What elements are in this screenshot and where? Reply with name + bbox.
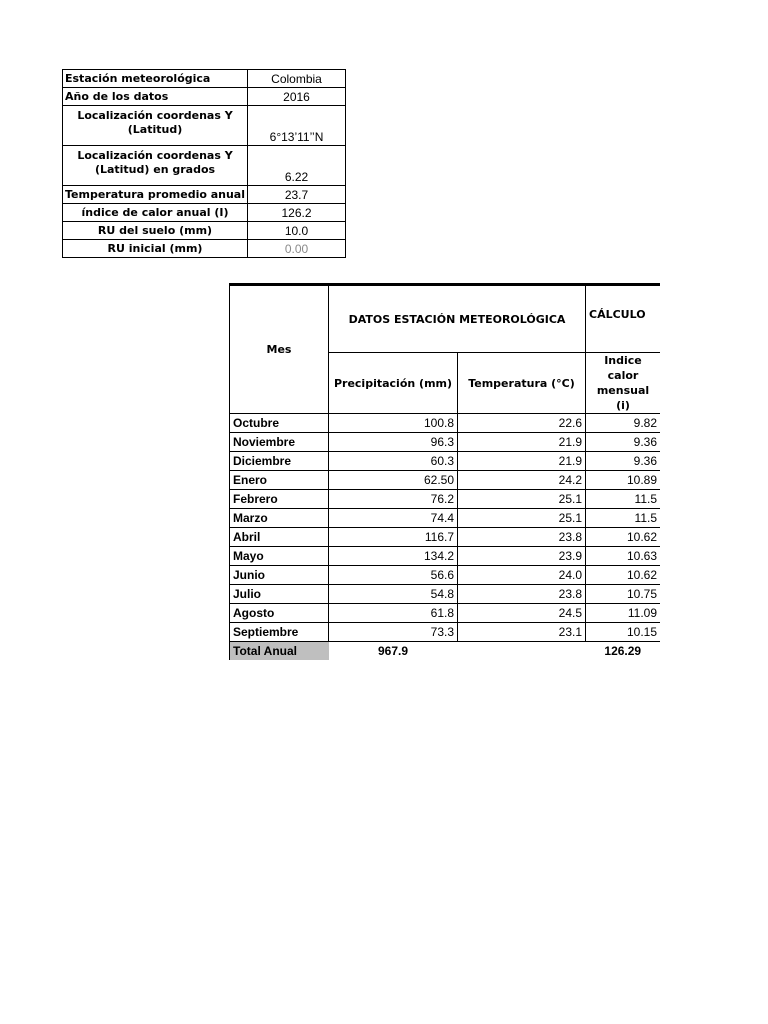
precip-cell: 74.4 — [329, 509, 458, 528]
precip-cell: 134.2 — [329, 547, 458, 566]
info-row-heat-index — [63, 204, 346, 222]
precip-cell: 60.3 — [329, 452, 458, 471]
info-label: Año de los datos — [63, 88, 248, 106]
table-row — [230, 452, 661, 471]
precip-cell: 100.8 — [329, 414, 458, 433]
info-label: RU inicial (mm) — [63, 240, 248, 258]
total-precip: 967.9 — [329, 642, 458, 661]
temp-cell: 23.8 — [458, 528, 586, 547]
month-cell: Mayo — [230, 547, 329, 566]
month-cell: Agosto — [230, 604, 329, 623]
precip-cell: 96.3 — [329, 433, 458, 452]
info-value: 6.22 — [248, 146, 346, 186]
month-cell: Febrero — [230, 490, 329, 509]
indice-cell: 10.89 — [586, 471, 661, 490]
month-cell: Noviembre — [230, 433, 329, 452]
info-label: Temperatura promedio anual — [63, 186, 248, 204]
precip-cell: 62.50 — [329, 471, 458, 490]
month-cell: Junio — [230, 566, 329, 585]
table-row — [230, 528, 661, 547]
temp-cell: 24.5 — [458, 604, 586, 623]
month-cell: Abril — [230, 528, 329, 547]
temp-cell: 21.9 — [458, 433, 586, 452]
table-row — [230, 471, 661, 490]
info-label: Localización coordenas Y (Latitud) — [63, 106, 248, 146]
info-value: 6°13’11’’N — [248, 106, 346, 146]
temp-cell: 21.9 — [458, 452, 586, 471]
indice-cell: 9.36 — [586, 452, 661, 471]
indice-cell: 10.62 — [586, 566, 661, 585]
temp-cell: 25.1 — [458, 509, 586, 528]
info-row-avg-temp — [63, 186, 346, 204]
table-row — [230, 433, 661, 452]
indice-cell: 10.63 — [586, 547, 661, 566]
info-value: Colombia — [248, 70, 346, 88]
header-row-group — [230, 285, 661, 353]
weather-data-table — [229, 283, 660, 660]
precip-cell: 61.8 — [329, 604, 458, 623]
indice-cell: 10.62 — [586, 528, 661, 547]
info-label: Localización coordenas Y (Latitud) en grados — [63, 146, 248, 186]
info-value: 10.0 — [248, 222, 346, 240]
info-label: Estación meteorológica — [63, 70, 248, 88]
total-temp — [458, 642, 586, 661]
precip-cell: 76.2 — [329, 490, 458, 509]
precip-cell: 54.8 — [329, 585, 458, 604]
indice-cell: 11.09 — [586, 604, 661, 623]
indice-cell: 10.15 — [586, 623, 661, 642]
month-cell: Julio — [230, 585, 329, 604]
info-value: 2016 — [248, 88, 346, 106]
table-row — [230, 547, 661, 566]
total-indice: 126.29 — [586, 642, 661, 661]
header-datos-estacion: DATOS ESTACIÓN METEOROLÓGICA — [329, 285, 586, 353]
indice-cell: 9.36 — [586, 433, 661, 452]
info-row-station — [63, 70, 346, 88]
total-row — [230, 642, 661, 661]
header-precipitacion: Precipitación (mm) — [329, 353, 458, 414]
table-row — [230, 490, 661, 509]
indice-cell: 11.5 — [586, 490, 661, 509]
info-label: RU del suelo (mm) — [63, 222, 248, 240]
month-cell: Enero — [230, 471, 329, 490]
info-value: 0.00 — [248, 240, 346, 258]
temp-cell: 23.8 — [458, 585, 586, 604]
table-row — [230, 566, 661, 585]
temp-cell: 24.2 — [458, 471, 586, 490]
table-row — [230, 585, 661, 604]
table-row — [230, 414, 661, 433]
data-rows — [230, 414, 661, 642]
indice-cell: 9.82 — [586, 414, 661, 433]
precip-cell: 56.6 — [329, 566, 458, 585]
table-row — [230, 604, 661, 623]
info-value: 126.2 — [248, 204, 346, 222]
temp-cell: 24.0 — [458, 566, 586, 585]
header-calculo: CÁLCULO — [586, 285, 661, 353]
info-row-initial-ru — [63, 240, 346, 258]
precip-cell: 73.3 — [329, 623, 458, 642]
month-cell: Marzo — [230, 509, 329, 528]
header-mes: Mes — [230, 285, 329, 414]
indice-cell: 10.75 — [586, 585, 661, 604]
month-cell: Septiembre — [230, 623, 329, 642]
info-label: índice de calor anual (I) — [63, 204, 248, 222]
precip-cell: 116.7 — [329, 528, 458, 547]
table-row — [230, 509, 661, 528]
month-cell: Diciembre — [230, 452, 329, 471]
header-temperatura: Temperatura (°C) — [458, 353, 586, 414]
info-row-year — [63, 88, 346, 106]
temp-cell: 23.1 — [458, 623, 586, 642]
info-value: 23.7 — [248, 186, 346, 204]
station-info-table — [62, 69, 346, 258]
temp-cell: 22.6 — [458, 414, 586, 433]
total-label: Total Anual — [230, 642, 329, 661]
info-row-latitude-degrees — [63, 146, 346, 186]
header-indice-calor: Indice calor mensual (i) — [586, 353, 661, 414]
temp-cell: 23.9 — [458, 547, 586, 566]
indice-cell: 11.5 — [586, 509, 661, 528]
month-cell: Octubre — [230, 414, 329, 433]
temp-cell: 25.1 — [458, 490, 586, 509]
info-row-latitude — [63, 106, 346, 146]
info-row-soil-ru — [63, 222, 346, 240]
table-row — [230, 623, 661, 642]
